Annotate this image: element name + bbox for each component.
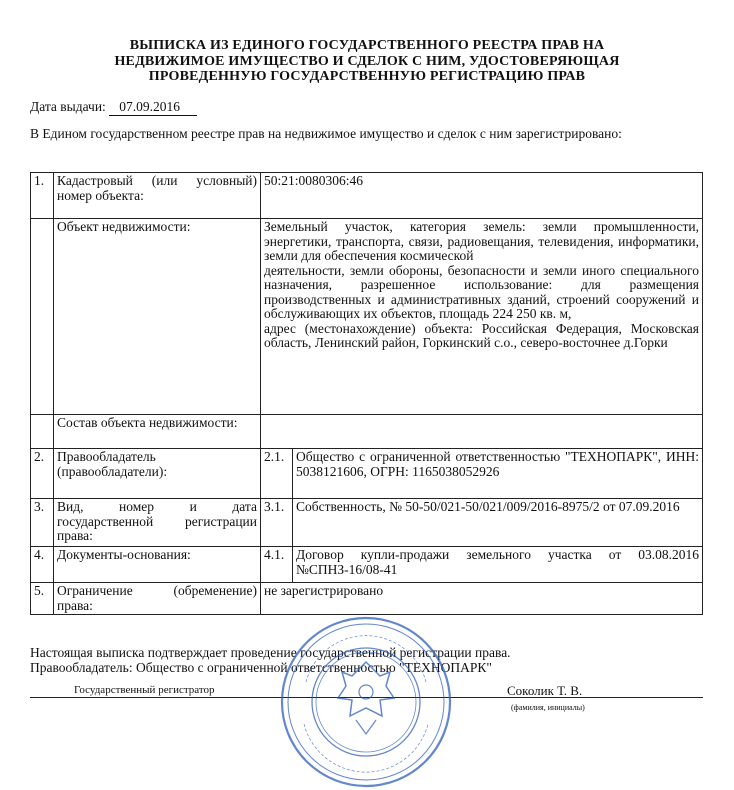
rightholder-label: Правообладатель (правообладатели): [54, 449, 261, 499]
composition-label: Состав объекта недвижимости: [54, 415, 261, 449]
official-stamp-icon [276, 612, 456, 790]
rightholder-value: Общество с ограниченной ответственностью "ТЕХНОПАРК", ИНН: 5038121606, ОГРН: 1165038052926 [293, 449, 703, 499]
row-number: 3. [31, 499, 54, 547]
cadastral-number-label: Кадастровый (или условный) номер объекта: [54, 173, 261, 219]
title-line-3: ПРОВЕДЕННУЮ ГОСУДАРСТВЕННУЮ РЕГИСТРАЦИЮ ПРАВ [148, 69, 586, 84]
table-row [31, 547, 703, 583]
table-row [31, 499, 703, 547]
property-object-text-3: адрес (местонахождение) объекта: Российская Федерация, Московская область, Ленинский район, Горкинский с.о., северо-восточнее д.Горки [264, 320, 699, 350]
cadastral-number-value: 50:21:0080306:46 [261, 173, 703, 219]
property-object-label: Объект недвижимости: [54, 219, 261, 415]
documents-label: Документы-основания: [54, 547, 261, 583]
registrar-name: Соколик Т. В. [507, 683, 583, 698]
intro-text: В Едином государственном реестре прав на недвижимое имущество и сделок с ним зарегистрировано: [30, 126, 622, 141]
encumbrance-label: Ограничение (обременение) права: [54, 583, 261, 615]
title-line-1: ВЫПИСКА ИЗ ЕДИНОГО ГОСУДАРСТВЕННОГО РЕЕСТРА ПРАВ НА [129, 38, 605, 53]
issue-date-label: Дата выдачи: [30, 99, 106, 114]
sub-number: 2.1. [261, 449, 293, 499]
registrar-label: Государственный регистратор [74, 684, 215, 696]
table-row [31, 173, 703, 219]
row-number [31, 415, 54, 449]
registry-table [30, 172, 703, 615]
registration-value: Собственность, № 50-50/021-50/021/009/2016-8975/2 от 07.09.2016 [293, 499, 703, 547]
document-title [60, 38, 674, 85]
row-number: 1. [31, 173, 54, 219]
property-object-text-2: деятельности, земли обороны, безопасности и земли иного специального назначения, разрешенное использование: для размещения производственных и административных зданий, строений сооружений и обслуживающих их объектов, площадь 224 250 кв. м, [264, 262, 699, 321]
sub-number: 3.1. [261, 499, 293, 547]
row-number [31, 219, 54, 415]
footer-line-2: Правообладатель: Общество с ограниченной ответственностью "ТЕХНОПАРК" [30, 660, 492, 675]
sub-number: 4.1. [261, 547, 293, 583]
property-object-text-1: Земельный участок, категория земель: земли промышленности, энергетики, транспорта, связи, радиовещания, телевидения, информатики, земли для обеспечения космической [264, 219, 699, 263]
table-row [31, 449, 703, 499]
encumbrance-value: не зарегистрировано [261, 583, 703, 615]
registration-label: Вид, номер и дата государственной регистрации права: [54, 499, 261, 547]
row-number: 5. [31, 583, 54, 615]
title-line-2: НЕДВИЖИМОЕ ИМУЩЕСТВО И СДЕЛОК С НИМ, УДОСТОВЕРЯЮЩАЯ [114, 53, 620, 69]
composition-value [261, 415, 703, 449]
table-row [31, 219, 703, 415]
footer-line-1: Настоящая выписка подтверждает проведение государственной регистрации права. [30, 645, 511, 660]
table-row [31, 415, 703, 449]
table-row [31, 583, 703, 615]
row-number: 4. [31, 547, 54, 583]
row-number: 2. [31, 449, 54, 499]
documents-value: Договор купли-продажи земельного участка от 03.08.2016 №СПНЗ-16/08-41 [293, 547, 703, 583]
issue-date-row [30, 99, 197, 116]
name-caption: (фамилия, инициалы) [511, 703, 585, 712]
property-object-value [261, 219, 703, 415]
issue-date-value: 07.09.2016 [109, 99, 197, 116]
